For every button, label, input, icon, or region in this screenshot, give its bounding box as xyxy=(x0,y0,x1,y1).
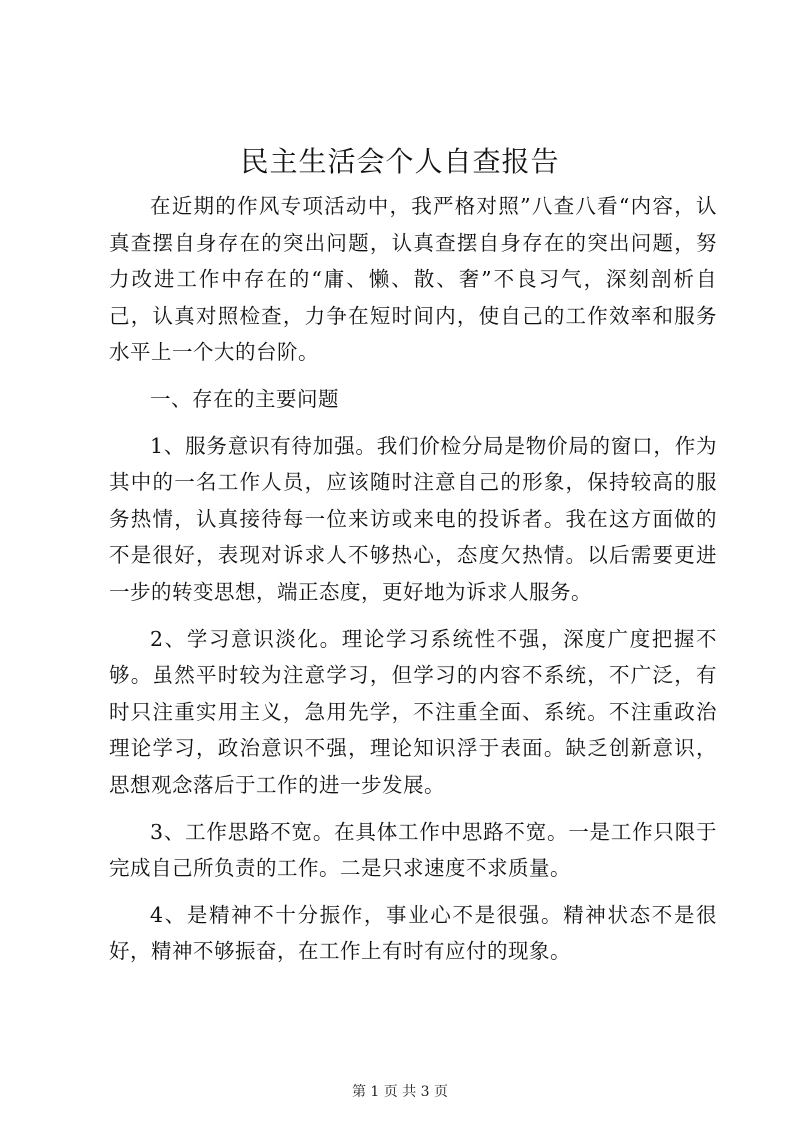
intro-paragraph: 在近期的作风专项活动中，我严格对照”八查八看“内容，认真查摆自身存在的突出问题，认真查摆自身存在的突出问题，努力改进工作中存在的“庸、懒、散、奢”不良习气，深刻剖析自己，认真对照检查，力争在短时间内，使自己的工作效率和服务水平上一个大的台阶。 xyxy=(109,194,717,365)
page-footer: 第 1 页 共 3 页 xyxy=(351,1084,449,1100)
issue-4-paragraph: 4、是精神不十分振作，事业心不是很强。精神状态不是很好，精神不够振奋，在工作上有时有应付的现象。 xyxy=(109,902,717,964)
issue-1-paragraph: 1、服务意识有待加强。我们价检分局是物价局的窗口，作为其中的一名工作人员，应该随时注意自己的形象，保持较高的服务热情，认真接待每一位来访或来电的投诉者。我在这方面做的不是很好，表现对诉求人不够热心，态度欠热情。以后需要更进一步的转变思想，端正态度，更好地为诉求人服务。 xyxy=(109,433,717,604)
issue-3-paragraph: 3、工作思路不宽。在具体工作中思路不宽。一是工作只限于完成自己所负责的工作。二是只求速度不求质量。 xyxy=(109,819,717,881)
document-title: 民主生活会个人自查报告 xyxy=(240,145,560,178)
issue-2-paragraph: 2、学习意识淡化。理论学习系统性不强，深度广度把握不够。虽然平时较为注意学习，但学习的内容不系统，不广泛，有时只注重实用主义，急用先学，不注重全面、系统。不注重政治理论学习，政治意识不强，理论知识浮于表面。缺乏创新意识，思想观念落后于工作的进一步发展。 xyxy=(109,626,717,797)
document-body xyxy=(109,188,717,980)
section-heading: 一、存在的主要问题 xyxy=(150,386,339,411)
